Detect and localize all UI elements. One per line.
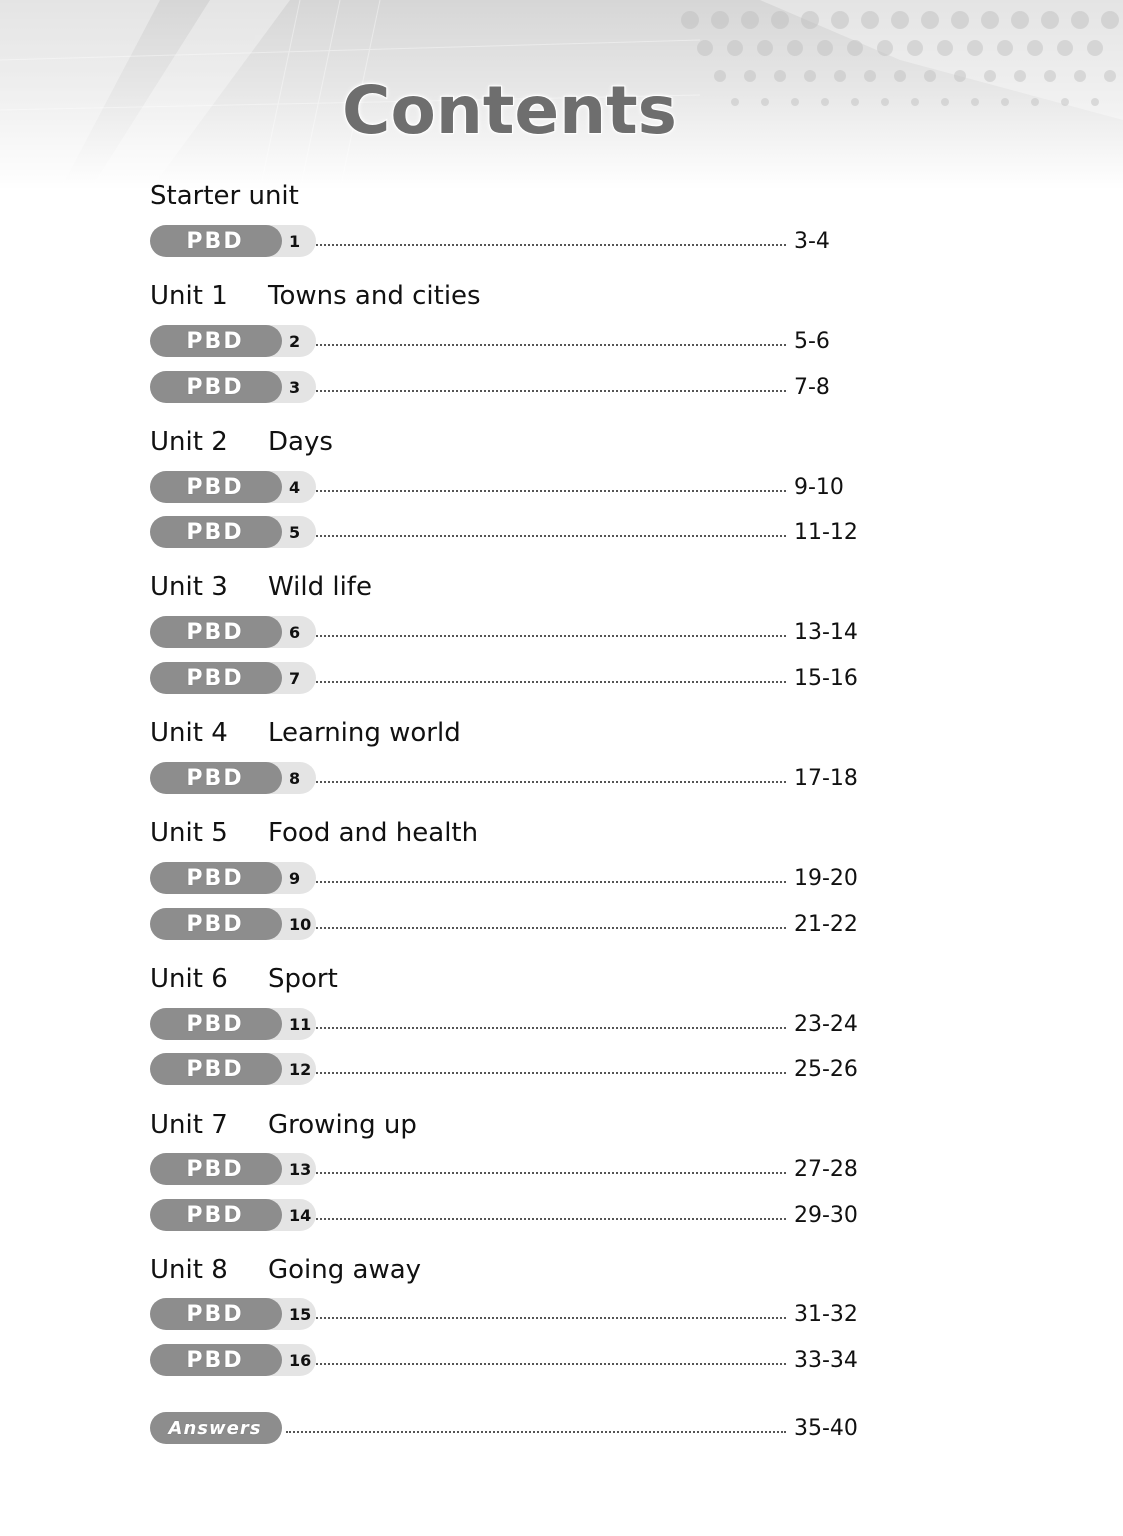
toc-entry[interactable] <box>150 1197 860 1233</box>
page-range: 17-18 <box>794 765 858 791</box>
unit-title: Towns and cities <box>268 281 481 311</box>
page-range: 11-12 <box>794 519 858 545</box>
pbd-badge: PBD <box>150 225 282 257</box>
pbd-badge: PBD <box>150 471 282 503</box>
toc-entry[interactable] <box>150 323 860 359</box>
page-range: 13-14 <box>794 619 858 645</box>
lesson-number: 16 <box>266 1344 316 1376</box>
pbd-badge: PBD <box>150 1053 282 1085</box>
pbd-badge: PBD <box>150 1298 282 1330</box>
dot-leader <box>286 1431 786 1433</box>
unit-heading <box>150 715 461 751</box>
unit-heading <box>150 815 478 851</box>
toc-entry[interactable] <box>150 660 860 696</box>
dot-leader <box>316 1027 786 1029</box>
page-range: 9-10 <box>794 474 844 500</box>
unit-label: Unit 3 <box>150 572 228 602</box>
lesson-number: 7 <box>266 662 316 694</box>
pbd-badge: PBD <box>150 1199 282 1231</box>
toc-entry[interactable] <box>150 514 860 550</box>
dot-leader <box>316 344 786 346</box>
dot-leader <box>316 244 786 246</box>
page-range: 3-4 <box>794 228 830 254</box>
lesson-number: 14 <box>266 1199 316 1231</box>
toc-entry[interactable] <box>150 1006 860 1042</box>
page-range: 31-32 <box>794 1301 858 1327</box>
dot-leader <box>316 1363 786 1365</box>
unit-label: Unit 4 <box>150 718 228 748</box>
toc-entry[interactable] <box>150 1342 860 1378</box>
toc-entry[interactable] <box>150 760 860 796</box>
unit-title: Growing up <box>268 1110 417 1140</box>
toc-entry[interactable] <box>150 223 860 259</box>
page-range: 35-40 <box>794 1415 858 1441</box>
unit-heading <box>150 178 299 214</box>
dot-leader <box>316 1072 786 1074</box>
unit-title: Food and health <box>268 818 479 848</box>
lesson-number: 4 <box>266 471 316 503</box>
lesson-number: 1 <box>266 225 316 257</box>
page-range: 7-8 <box>794 374 830 400</box>
pbd-badge: PBD <box>150 325 282 357</box>
lesson-number: 8 <box>266 762 316 794</box>
dot-leader <box>316 635 786 637</box>
unit-label: Unit 5 <box>150 818 228 848</box>
unit-title: Going away <box>268 1255 422 1285</box>
lesson-number: 12 <box>266 1053 316 1085</box>
pbd-badge: PBD <box>150 371 282 403</box>
page-range: 19-20 <box>794 865 858 891</box>
unit-heading <box>150 424 333 460</box>
unit-heading <box>150 569 372 605</box>
pbd-badge: PBD <box>150 1153 282 1185</box>
pbd-badge: PBD <box>150 662 282 694</box>
toc-entry-answers[interactable] <box>150 1410 860 1446</box>
lesson-number: 2 <box>266 325 316 357</box>
unit-heading <box>150 1252 421 1288</box>
unit-label: Unit 2 <box>150 427 228 457</box>
lesson-number: 6 <box>266 616 316 648</box>
page-range: 5-6 <box>794 328 830 354</box>
unit-label: Unit 6 <box>150 964 228 994</box>
pbd-badge: PBD <box>150 762 282 794</box>
lesson-number: 10 <box>266 908 316 940</box>
dot-leader <box>316 681 786 683</box>
page-range: 29-30 <box>794 1202 858 1228</box>
pbd-badge: PBD <box>150 862 282 894</box>
unit-title: Days <box>268 427 333 457</box>
page-range: 23-24 <box>794 1011 858 1037</box>
unit-label: Starter unit <box>150 181 299 211</box>
pbd-badge: PBD <box>150 1008 282 1040</box>
unit-heading <box>150 1107 417 1143</box>
dot-leader <box>316 881 786 883</box>
dot-leader <box>316 390 786 392</box>
page-range: 15-16 <box>794 665 858 691</box>
dot-leader <box>316 927 786 929</box>
lesson-number: 3 <box>266 371 316 403</box>
dot-leader <box>316 1317 786 1319</box>
answers-badge: Answers <box>150 1412 282 1444</box>
dot-leader <box>316 781 786 783</box>
pbd-badge: PBD <box>150 1344 282 1376</box>
unit-title: Wild life <box>268 572 372 602</box>
lesson-number: 13 <box>266 1153 316 1185</box>
unit-title: Learning world <box>268 718 461 748</box>
dot-leader <box>316 535 786 537</box>
toc-entry[interactable] <box>150 1051 860 1087</box>
lesson-number: 15 <box>266 1298 316 1330</box>
page-title: Contents <box>342 72 677 149</box>
page-range: 27-28 <box>794 1156 858 1182</box>
pbd-badge: PBD <box>150 908 282 940</box>
unit-heading <box>150 278 481 314</box>
toc-entry[interactable] <box>150 906 860 942</box>
pbd-badge: PBD <box>150 616 282 648</box>
dot-leader <box>316 1172 786 1174</box>
unit-label: Unit 1 <box>150 281 228 311</box>
pbd-badge: PBD <box>150 516 282 548</box>
toc-entry[interactable] <box>150 469 860 505</box>
lesson-number: 11 <box>266 1008 316 1040</box>
page-range: 33-34 <box>794 1347 858 1373</box>
unit-label: Unit 7 <box>150 1110 228 1140</box>
page-range: 25-26 <box>794 1056 858 1082</box>
dot-leader <box>316 1218 786 1220</box>
toc-entry[interactable] <box>150 369 860 405</box>
lesson-number: 9 <box>266 862 316 894</box>
unit-heading <box>150 961 338 997</box>
lesson-number: 5 <box>266 516 316 548</box>
toc-entry[interactable] <box>150 614 860 650</box>
unit-label: Unit 8 <box>150 1255 228 1285</box>
toc-entry[interactable] <box>150 1151 860 1187</box>
toc-entry[interactable] <box>150 860 860 896</box>
dot-leader <box>316 490 786 492</box>
toc-entry[interactable] <box>150 1296 860 1332</box>
unit-title: Sport <box>268 964 338 994</box>
page-range: 21-22 <box>794 911 858 937</box>
